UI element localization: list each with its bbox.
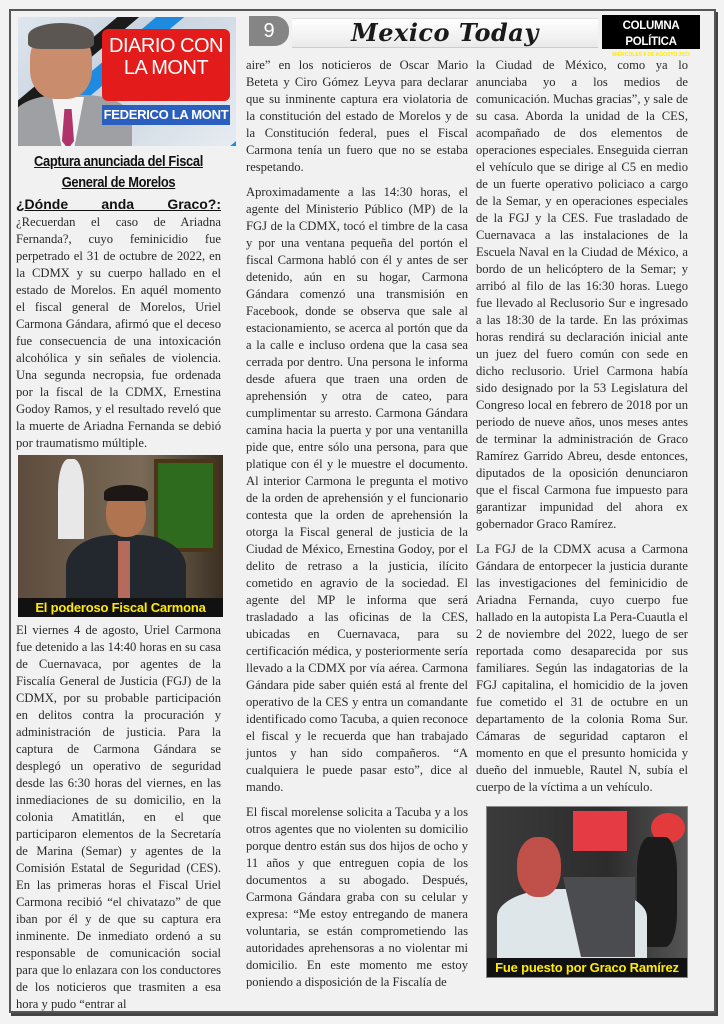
- article-column-1b: [16, 622, 221, 1021]
- section-label-box: [602, 15, 700, 58]
- article-kicker: ¿Dónde anda Graco?:: [16, 196, 221, 212]
- fiscal-carmona-photo: [18, 455, 223, 617]
- article-paragraph: La FGJ de la CDMX acusa a Carmona Gándara de entorpecer la justicia durante las investigaciones del feminicidio de Ariadna Fernanda, cuyo cuerpo fue hallado en la autopista La Pera-Cuautla el 2 de noviembre del 2022, luego de ser reportada como desaparecida por sus familiares. Según las indagatorias de la FGJ capitalina, el homicidio de la joven fue cometido el 31 de octubre en un departamento de la colonia Roma Sur. Cámaras de seguridad captaron el momento en que el presunto homicida y dueño del inmueble, Rautel N, subía el cuerpo de la víctima a un vehículo.: [476, 542, 688, 794]
- author-name: FEDERICO LA MONT: [102, 105, 230, 125]
- columnist-banner-image: [18, 17, 236, 146]
- photo-caption: El poderoso Fiscal Carmona: [18, 598, 223, 617]
- article-paragraph: El fiscal morelense solicita a Tacuba y a los otros agentes que no violenten su domicilio porque dentro están sus dos hijos de ocho y 11 años y que entreguen copia de los documentos a su abogado. Después, Carmona Gándara graba con su celular y expresa: “Me estoy entregando de manera voluntaria, se están comprometiendo las autoridades aprehensoras a no violentar mi domicilio. En este momento me estoy poniendo a disposición de la Fiscalía de: [246, 805, 468, 989]
- article-paragraph: aire” en los noticieros de Oscar Mario Beteta y Ciro Gómez Leyva para declarar que su inminente captura era violatoria de la constitución del estado de Morelos y de la Constitución federal, pues el Fiscal Carmona tenía un fuero que no se estaba respetando.: [246, 58, 468, 174]
- article-column-3: [476, 57, 688, 804]
- article-paragraph: la Ciudad de México, como ya lo anunciaba yo a los medios de comunicación. Muchas gracias”, y sale de su casa. Aborda la unidad de la CES, acompañado de dos elementos de operaciones especiales. Enseguida cierran el vehículo que se dirige al C5 en medio de un fuerte operativo policiaco a cargo de la Semar, y en operaciones especiales de la FGJ y la CES. Fue trasladado de Cuernavaca a las instalaciones de la Escuela Naval en la Ciudad de México, a bordo de un helicóptero de la Semar; y arribó al filo de las 16:30 horas. Luego fue llevado al Reclusorio Sur e ingresado a las 18:30 de la tarde. En las próximas horas rendirá su declaración inicial ante un juez del fuero común con sede en dicho reclusorio. Uriel Carmona había sido designado por la 53 Legislatura del Congreso local en febrero de 2018 por un periodo de nueve años, unos meses antes de terminar la administración de Graco Ramírez Garrido Abreu, desde entonces, diputados de la oposición denunciaron que el fiscal Carmona fue impuesto para garantizar impunidad del ahora ex gobernador Graco Ramírez.: [476, 58, 688, 531]
- section-title: COLUMNA POLÍTICA: [622, 20, 680, 48]
- column-logo: DIARIO CON LA MONT: [102, 29, 230, 101]
- arrest-vehicle-photo: [486, 806, 688, 978]
- article-paragraph: ¿Dónde anda Graco?: ¿Recuerdan el caso de Ariadna Fernanda?, cuyo feminicidio fue perpetrado el 31 de octubre de 2022, en la CDMX y su cuerpo hallado en el estado de Morelos. En aquél momento el fiscal general de Morelos, Uriel Carmona Gándara, afirmó que el deceso fue consecuencia de una intoxicación alcohólica y sin señales de violencia. Una segunda necropsia, fue ordenada por la fiscal de la CDMX, Ernestina Godoy Ramos, y el resultado reveló que la muerte de Ariadna Fernanda se debió por traumatismo múltiple.: [16, 196, 221, 450]
- page-number: 9: [249, 16, 289, 46]
- article-paragraph: Aproximadamente a las 14:30 horas, el agente del Ministerio Público (MP) de la FGJ de la CDMX, tocó el timbre de la casa y por una ventana pequeña del portón el fiscal Carmona habló con él y antes de ser detenido, aún en su hogar, Carmona Gándara comenzó una transmisión en Facebook, donde se observa que sale al estacionamiento, se acerca al portón que da a la calle e incluso ordena que la casa sea cerrada por dentro. Una persona le informa desde afuera que traen una orden de aprehensión y otra de cateo, para cumplimentar su arresto. Carmona Gándara camina hacia la puerta y por una ventanilla pide que, entre sólo una persona, para que platique con él y le muestre el documento. Al interior Carmona le pregunta el motivo de la orden de aprehensión y el funcionario contesta que la orden de aprehensión la otorga la Fiscal general de justicia de la Ciudad de México, Ernestina Godoy, por el delito de retraso a la justicia, ilícito cometido en agravio de la sociedad. El agente del MP le informa que será trasladado a las oficinas de la CES, ubicadas en Cuernavaca, para su certificación médica, y posteriormente sería llevado a la CDMX por vía aérea. Carmona Gándara pide saber quién está al frente del operativo de la CES y entra un comandante identificado como Tacuba, a quien reconoce el fiscal y le recuerda que han trabajado juntos y han sido compañeros. “A cualquiera le puede pasar esto”, dice al mando.: [246, 185, 468, 794]
- issue-date: MIÉRCOLES 9 DE AGOSTO 2023: [612, 52, 690, 58]
- photo-caption: Fue puesto por Graco Ramírez: [487, 958, 687, 977]
- article-column-2: [246, 57, 468, 999]
- article-column-1a: [16, 196, 221, 460]
- newspaper-masthead: Mexico Today: [292, 18, 598, 48]
- article-headline: Captura anunciada del Fiscal General de Morelos: [34, 153, 203, 191]
- article-paragraph: El viernes 4 de agosto, Uriel Carmona fue detenido a las 14:40 horas en su casa de Cuernavaca, por agentes de la Fiscalía General de Justicia (FGJ) de la CDMX, por su probable participación en delitos contra la procuración y administración de justicia. Para la captura de Carmona Gándara se desplegó un operativo de seguridad desde las 6:30 horas del viernes, en las inmediaciones de su domicilio, en la colonia Amatitlán, en el que participaron elementos de la Secretaría de Marina (Semar) y agentes de la Comisión Estatal de Seguridad (CES). En las primeras horas el Fiscal Uriel Carmona recibió “el chivatazo” de que iban por él y de que su captura era inminente. De inmediato ordenó a su responsable de comunicación social para que lo enlazara con los conductores de los noticieros que trasmiten a esa hora y pudo “entrar al: [16, 623, 221, 1011]
